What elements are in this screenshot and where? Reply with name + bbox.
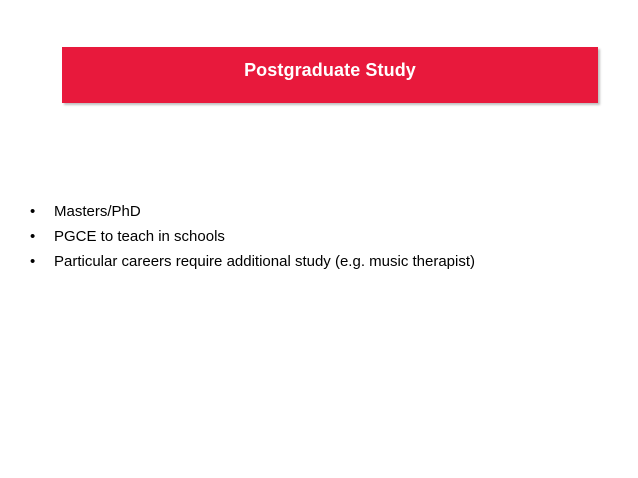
bullet-item-masters — [30, 199, 475, 224]
bullet-text: Masters/PhD — [54, 203, 141, 220]
slide-title: Postgraduate Study — [244, 59, 416, 80]
bullet-list — [30, 199, 475, 274]
bullet-item-pgce — [30, 224, 475, 249]
bullet-text: Particular careers require additional study (e.g. music therapist) — [54, 253, 476, 270]
bullet-icon: • — [30, 228, 36, 245]
bullet-text: PGCE to teach in schools — [54, 228, 225, 245]
bullet-icon: • — [30, 203, 36, 220]
bullet-icon: • — [30, 253, 36, 270]
title-bar — [62, 47, 598, 103]
bullet-item-careers — [30, 249, 475, 274]
